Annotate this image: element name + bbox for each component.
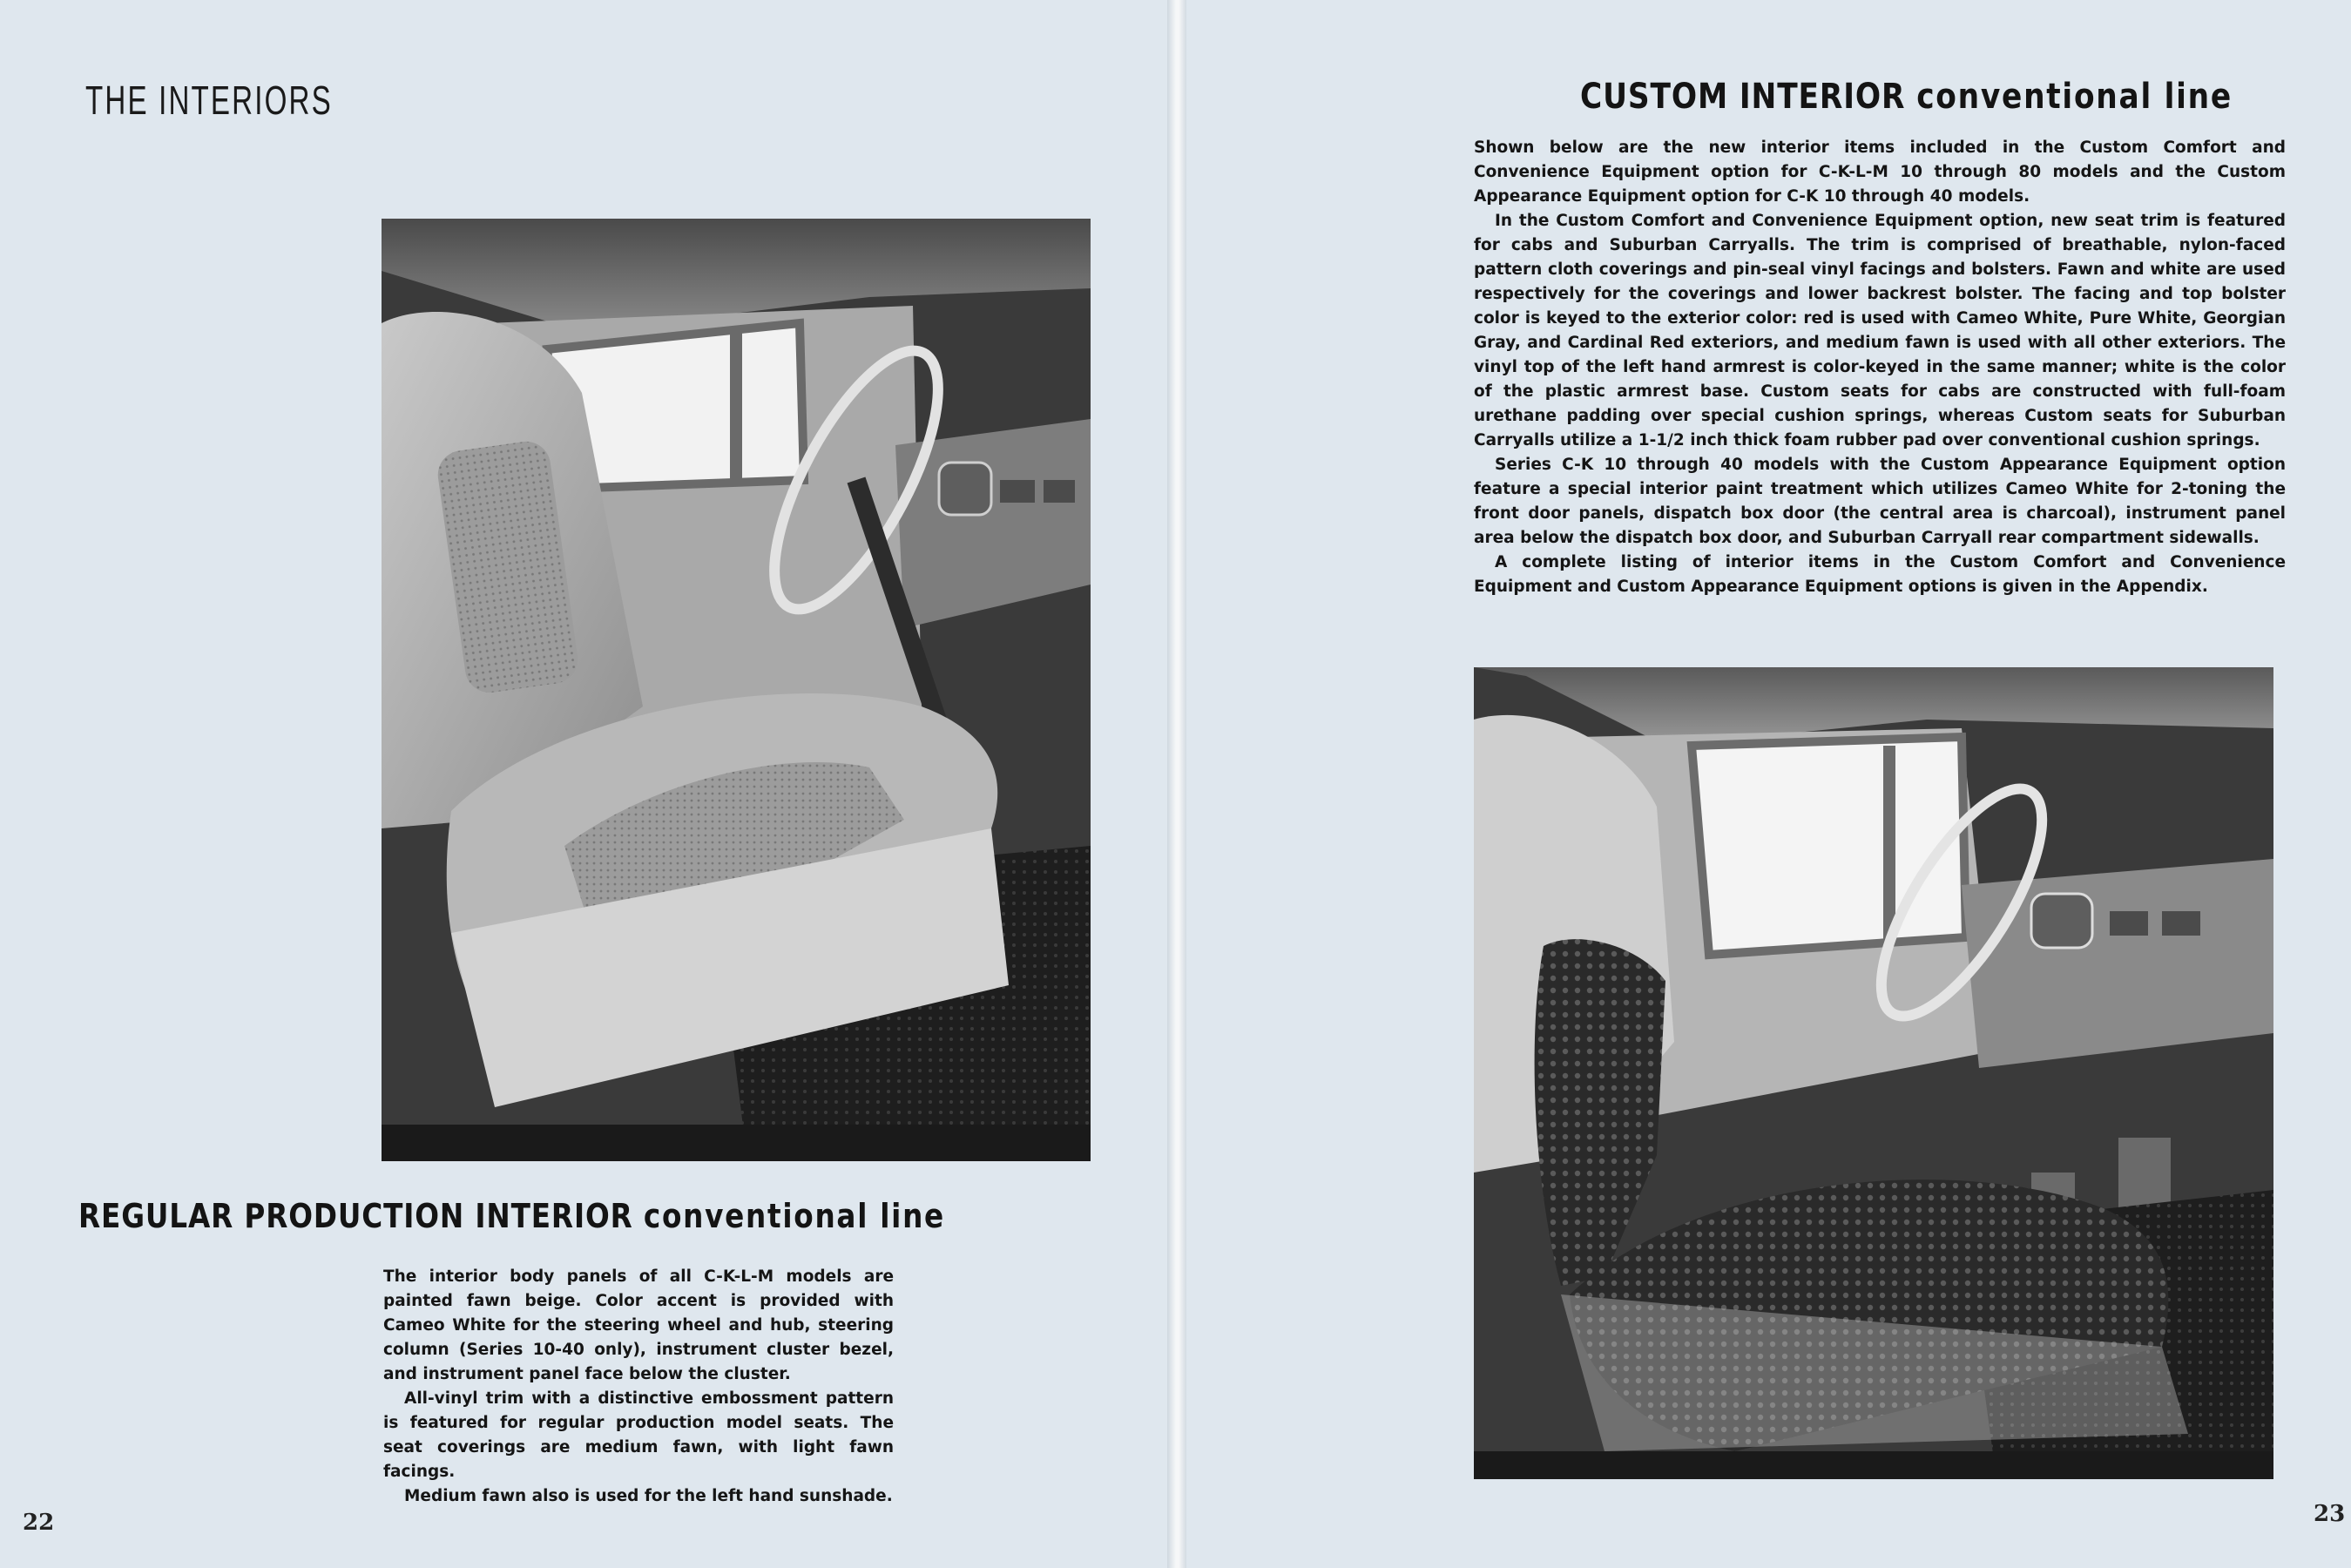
regular-interior-illustration bbox=[382, 219, 1091, 1161]
spine-gutter bbox=[1167, 0, 1186, 1568]
custom-interior-photo bbox=[1474, 667, 2273, 1479]
regular-heading bbox=[78, 1197, 945, 1235]
custom-paragraph: A complete listing of interior items in the Custom Comfort and Convenience Equipment and Custom Appearance Equipment options is given in the Appendix. bbox=[1474, 553, 2286, 596]
left-page bbox=[0, 0, 1167, 1568]
right-page bbox=[1186, 0, 2351, 1568]
section-label: THE INTERIORS bbox=[85, 78, 333, 123]
regular-paragraph: The interior body panels of all C-K-L-M models are painted fawn beige. Color accent is provided with Cameo White for the steering wheel and hub, steering column (Series 10-40 only), instrument cluster bezel, and instrument panel face below the cluster. bbox=[383, 1267, 894, 1383]
regular-body-text bbox=[383, 1265, 894, 1509]
custom-paragraph: In the Custom Comfort and Convenience Equipment option, new seat trim is featured for cabs and Suburban Carryalls. The trim is comprised of breathable, nylon-faced pattern cloth coverings and pin-seal vinyl facings and bolsters. Fawn and white are used respectively for the coverings and lower backrest bolster. The facing and top bolster color is keyed to the exterior color: red is used with Cameo White, Pure White, Georgian Gray, and Cardinal Red exteriors, and medium fawn is used with all other exteriors. The vinyl top of the left hand armrest is color-keyed in the same manner; white is the color of the plastic armrest base. Custom seats for cabs are constructed with full-foam urethane padding over special cushion springs, whereas Custom seats for Suburban Carryalls utilize a 1-1/2 inch thick foam rubber pad over conventional cushion springs. bbox=[1474, 212, 2286, 449]
page-number-right: 23 bbox=[2314, 1501, 2346, 1527]
custom-heading bbox=[1580, 77, 2233, 117]
regular-interior-photo bbox=[382, 219, 1091, 1161]
custom-paragraph: Shown below are the new interior items included in the Custom Comfort and Convenience Equipment option for C-K-L-M 10 through 80 models and the Custom Appearance Equipment option for C-K 10 through 40 models. bbox=[1474, 139, 2286, 206]
custom-heading-main: CUSTOM INTERIOR bbox=[1580, 77, 1906, 117]
page-number-left: 22 bbox=[23, 1510, 55, 1536]
regular-heading-sub: conventional line bbox=[643, 1197, 945, 1235]
custom-heading-sub: conventional line bbox=[1916, 77, 2233, 117]
custom-interior-illustration bbox=[1474, 667, 2273, 1479]
custom-body-text bbox=[1474, 136, 2286, 599]
regular-paragraph: All-vinyl trim with a distinctive embossment pattern is featured for regular production model seats. The seat coverings are medium fawn, with light fawn facings. bbox=[383, 1389, 894, 1481]
custom-paragraph: Series C-K 10 through 40 models with the Custom Appearance Equipment option feature a special interior paint treatment which utilizes Cameo White for 2-toning the front door panels, dispatch box door (the central area is charcoal), instrument panel area below the dispatch box door, and Suburban Carryall rear compartment sidewalls. bbox=[1474, 456, 2286, 547]
regular-heading-main: REGULAR PRODUCTION INTERIOR bbox=[78, 1197, 633, 1235]
regular-paragraph: Medium fawn also is used for the left hand sunshade. bbox=[404, 1487, 893, 1505]
